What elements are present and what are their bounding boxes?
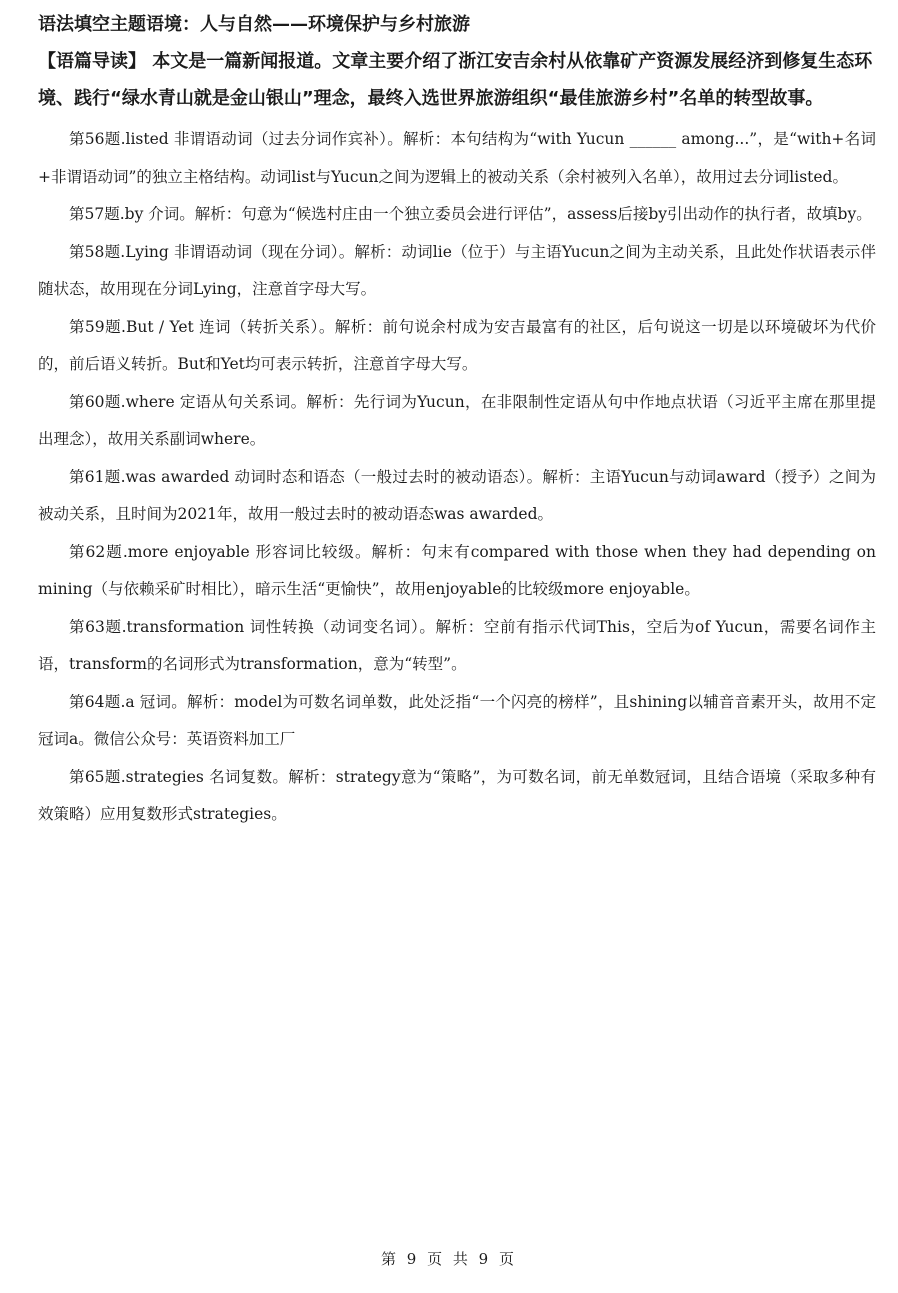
page-number-footer: 第 9 页 共 9 页 (381, 1250, 517, 1268)
answer-61: 第61题.was awarded 动词时态和语态（一般过去时的被动语态）。解析：主语Yucun与动词award（授予）之间为被动关系，且时间为2021年，故用一般过去时的被动语态was awarded。 (38, 467, 876, 523)
answer-list (38, 121, 876, 834)
answer-65: 第65题.strategies 名词复数。解析：strategy意为“策略”，为可数名词，前无单数冠词，且结合语境（采取多种有效策略）应用复数形式strategies。 (38, 767, 876, 823)
answer-63: 第63题.transformation 词性转换（动词变名词）。解析：空前有指示代词This，空后为of Yucun，需要名词作主语，transform的名词形式为transformation，意为“转型”。 (38, 617, 876, 673)
answer-57: 第57题.by 介词。解析：句意为“候选村庄由一个独立委员会进行评估”，assess后接by引出动作的执行者，故填by。 (69, 205, 872, 223)
answer-56: 第56题.listed 非谓语动词（过去分词作宾补）。解析：本句结构为“with Yucun ______ among...”，是“with+名词+非谓语动词”的独立主格结构。动词list与Yucun之间为逻辑上的被动关系（余村被列入名单），故用过去分词listed。 (38, 130, 876, 186)
passage-intro: 【语篇导读】 本文是一篇新闻报道。文章主要介绍了浙江安吉余村从依靠矿产资源发展经济到修复生态环境、践行“绿水青山就是金山银山”理念，最终入选世界旅游组织“最佳旅游乡村”名单的转型故事。 (38, 51, 873, 109)
answer-58: 第58题.Lying 非谓语动词（现在分词）。解析：动词lie（位于）与主语Yucun之间为主动关系，且此处作状语表示伴随状态，故用现在分词Lying，注意首字母大写。 (38, 242, 876, 298)
answer-60: 第60题.where 定语从句关系词。解析：先行词为Yucun，在非限制性定语从句中作地点状语（习近平主席在那里提出理念），故用关系副词where。 (38, 392, 876, 448)
answer-59: 第59题.But / Yet 连词（转折关系）。解析：前句说余村成为安吉最富有的社区，后句说这一切是以环境破坏为代价的，前后语义转折。But和Yet均可表示转折，注意首字母大写。 (38, 317, 876, 373)
document-page (38, 10, 876, 834)
answer-62: 第62题.more enjoyable 形容词比较级。解析：句末有compared with those when they had depending on mining（与依赖采矿时相比），暗示生活“更愉快”，故用enjoyable的比较级more enjoyable。 (38, 542, 876, 598)
answer-64: 第64题.a 冠词。解析：model为可数名词单数，此处泛指“一个闪亮的榜样”，且shining以辅音音素开头，故用不定冠词a。微信公众号：英语资料加工厂 (38, 692, 876, 748)
page-title: 语法填空主题语境：人与自然——环境保护与乡村旅游 (38, 14, 470, 35)
